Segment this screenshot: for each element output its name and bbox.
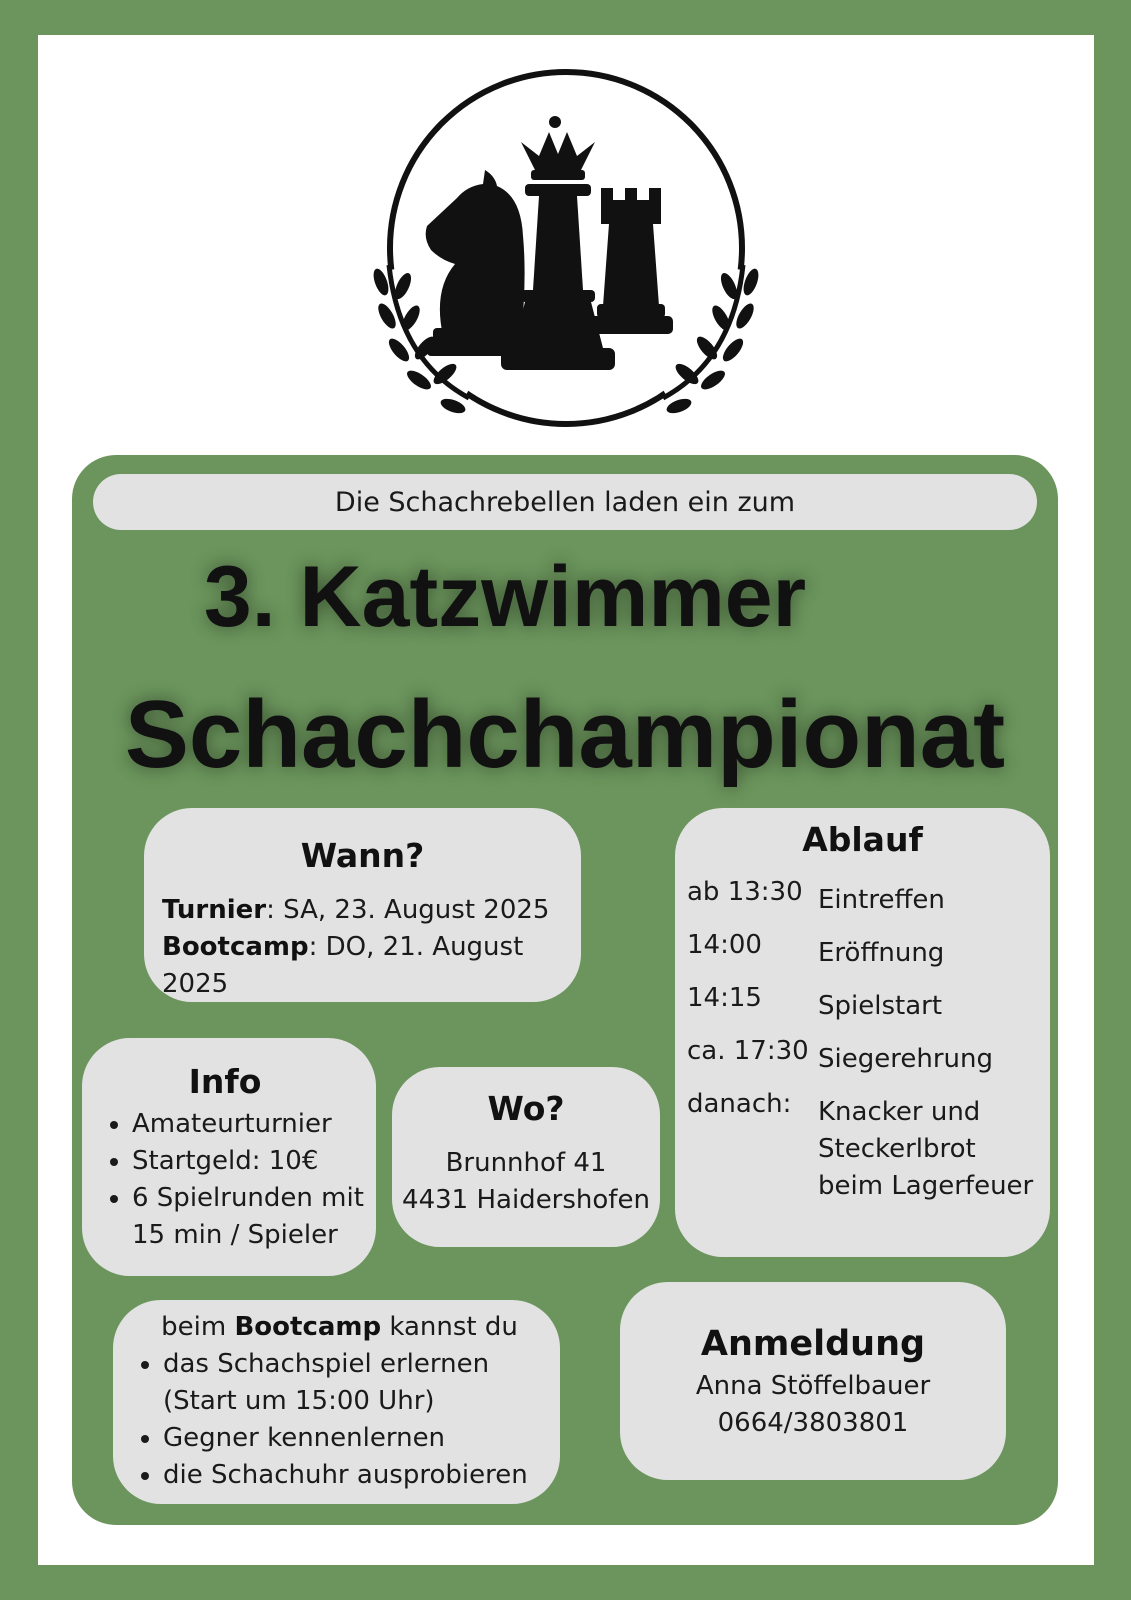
schedule-time: 14:00: [687, 930, 762, 960]
address-street: Brunnhof 41: [445, 1148, 607, 1178]
page-title-line-2: Schachchampionat: [124, 681, 1006, 788]
schedule-activity: Eröffnung: [818, 938, 945, 968]
list-item: • 6 Spielrunden mit 15 min / Spieler: [132, 1180, 368, 1254]
ablauf-card: [675, 808, 1050, 1257]
bootcamp-intro: [113, 1309, 554, 1346]
list-item: • Gegner kennenlernen: [163, 1420, 554, 1457]
wo-heading: Wo?: [487, 1089, 565, 1128]
invite-banner: Die Schachrebellen laden ein zum: [93, 474, 1037, 530]
schedule-row: [687, 877, 1038, 919]
list-item: • das Schachspiel erlernen (Start um 15:00 Uhr): [163, 1346, 554, 1420]
schedule-row: [687, 1036, 1038, 1078]
address-city: 4431 Haidershofen: [402, 1185, 650, 1215]
info-list: [82, 1106, 368, 1254]
schedule-row: [687, 930, 1038, 972]
list-item: • Startgeld: 10€: [132, 1143, 368, 1180]
turnier-value: : SA, 23. August 2025: [266, 895, 550, 925]
schedule-time: danach:: [687, 1089, 792, 1119]
wann-heading: Wann?: [300, 836, 425, 875]
schedule-activity: Spielstart: [818, 991, 943, 1021]
anmeldung-heading: Anmeldung: [700, 1324, 926, 1364]
turnier-date: [162, 892, 563, 929]
bootcamp-intro-pre: beim: [161, 1312, 235, 1342]
list-item: • die Schachuhr ausprobieren: [163, 1457, 554, 1494]
bootcamp-list: [113, 1346, 554, 1494]
schedule-row: [687, 1089, 1038, 1205]
bootcamp-card: [113, 1300, 560, 1504]
turnier-label: Turnier: [162, 895, 267, 925]
contact-name: Anna Stöffelbauer: [695, 1371, 931, 1401]
page-title-line-1: 3. Katzwimmer: [203, 549, 807, 645]
info-card: [82, 1038, 376, 1276]
schedule-activity: Siegerehrung: [818, 1044, 993, 1074]
bootcamp-value: : DO, 21. August 2025: [162, 932, 524, 999]
bootcamp-label: Bootcamp: [162, 932, 309, 962]
ablauf-heading: Ablauf: [802, 820, 923, 859]
chess-pieces-laurel-wreath-icon: [371, 60, 761, 440]
anmeldung-card: [620, 1282, 1006, 1480]
info-heading: Info: [188, 1062, 262, 1101]
contact-phone: 0664/3803801: [717, 1408, 909, 1438]
list-item: • Amateurturnier: [132, 1106, 368, 1143]
wo-card: [392, 1067, 660, 1247]
schedule-row: [687, 983, 1038, 1025]
schedule-activity: Eintreffen: [818, 885, 945, 915]
bootcamp-intro-bold: Bootcamp: [234, 1312, 382, 1342]
bootcamp-date: [162, 929, 563, 1003]
chess-logo: [371, 60, 761, 440]
wann-card: [144, 808, 581, 1002]
schedule-time: ca. 17:30: [687, 1036, 809, 1066]
schedule-time: 14:15: [687, 983, 762, 1013]
schedule-time: ab 13:30: [687, 877, 803, 907]
schedule-activity: Knacker und Steckerlbrot beim Lagerfeuer: [818, 1097, 1034, 1201]
bootcamp-intro-post: kannst du: [381, 1312, 518, 1342]
